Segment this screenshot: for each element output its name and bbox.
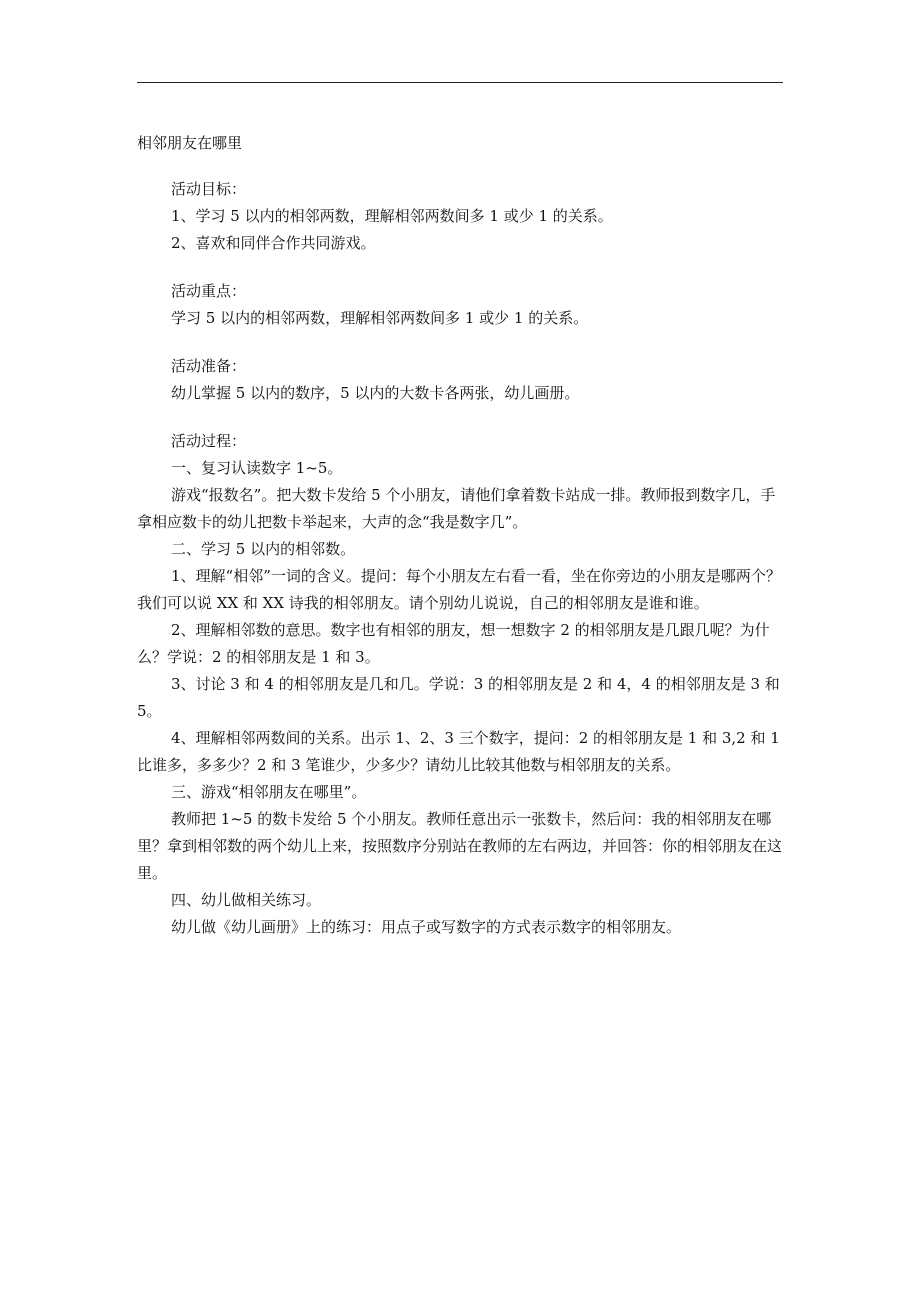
process-paragraph: 2、理解相邻数的意思。数字也有相邻的朋友，想一想数字 2 的相邻朋友是几跟几呢？为什么？学说：2 的相邻朋友是 1 和 3。	[137, 621, 770, 666]
spacer	[137, 157, 787, 176]
process-paragraph: 幼儿做《幼儿画册》上的练习：用点子或写数字的方式表示数字的相邻朋友。	[171, 918, 682, 936]
process-paragraph: 1、理解“相邻”一词的含义。提问：每个小朋友左右看一看，坐在你旁边的小朋友是哪两个？我们可以说 XX 和 XX 诗我的相邻朋友。请个别幼儿说说，自己的相邻朋友是谁和谁。	[137, 567, 781, 612]
key-point-text: 学习 5 以内的相邻两数，理解相邻两数间多 1 或少 1 的关系。	[171, 309, 589, 327]
key-point-heading: 活动重点：	[171, 282, 247, 300]
process-paragraph: 3、讨论 3 和 4 的相邻朋友是几和几。学说：3 的相邻朋友是 2 和 4，4 的相邻朋友是 3 和 5。	[137, 675, 780, 720]
spacer	[137, 257, 787, 278]
spacer	[137, 332, 787, 353]
document-title: 相邻朋友在哪里	[137, 134, 243, 152]
spacer	[137, 407, 787, 428]
process-step-heading: 一、复习认读数字 1~5。	[171, 459, 343, 477]
process-step-heading: 三、游戏“相邻朋友在哪里”。	[171, 783, 367, 801]
preparation-heading: 活动准备：	[171, 357, 247, 375]
process-step-heading: 二、学习 5 以内的相邻数。	[171, 540, 356, 558]
goals-heading: 活动目标：	[171, 180, 247, 198]
goal-item: 1、学习 5 以内的相邻两数，理解相邻两数间多 1 或少 1 的关系。	[171, 207, 613, 225]
process-heading: 活动过程：	[171, 432, 247, 450]
process-paragraph: 游戏“报数名”。把大数卡发给 5 个小朋友，请他们拿着数卡站成一排。教师报到数字几，手拿相应数卡的幼儿把数卡举起来，大声的念“我是数字几”。	[137, 486, 776, 531]
document-body	[137, 130, 787, 941]
process-paragraph: 4、理解相邻两数间的关系。出示 1、2、3 三个数字，提问：2 的相邻朋友是 1 和 3,2 和 1 比谁多，多多少？2 和 3 笔谁少，少多少？请幼儿比较其他数与相邻朋友的关系。	[137, 729, 780, 774]
goal-item: 2、喜欢和同伴合作共同游戏。	[171, 234, 376, 252]
header-rule	[137, 82, 783, 83]
process-step-heading: 四、幼儿做相关练习。	[171, 891, 322, 909]
process-paragraph: 教师把 1~5 的数卡发给 5 个小朋友。教师任意出示一张数卡，然后问：我的相邻朋友在哪里？拿到相邻数的两个幼儿上来，按照数序分别站在教师的左右两边，并回答：你的相邻朋友在这里。	[137, 810, 783, 882]
preparation-text: 幼儿掌握 5 以内的数序，5 以内的大数卡各两张，幼儿画册。	[171, 384, 580, 402]
